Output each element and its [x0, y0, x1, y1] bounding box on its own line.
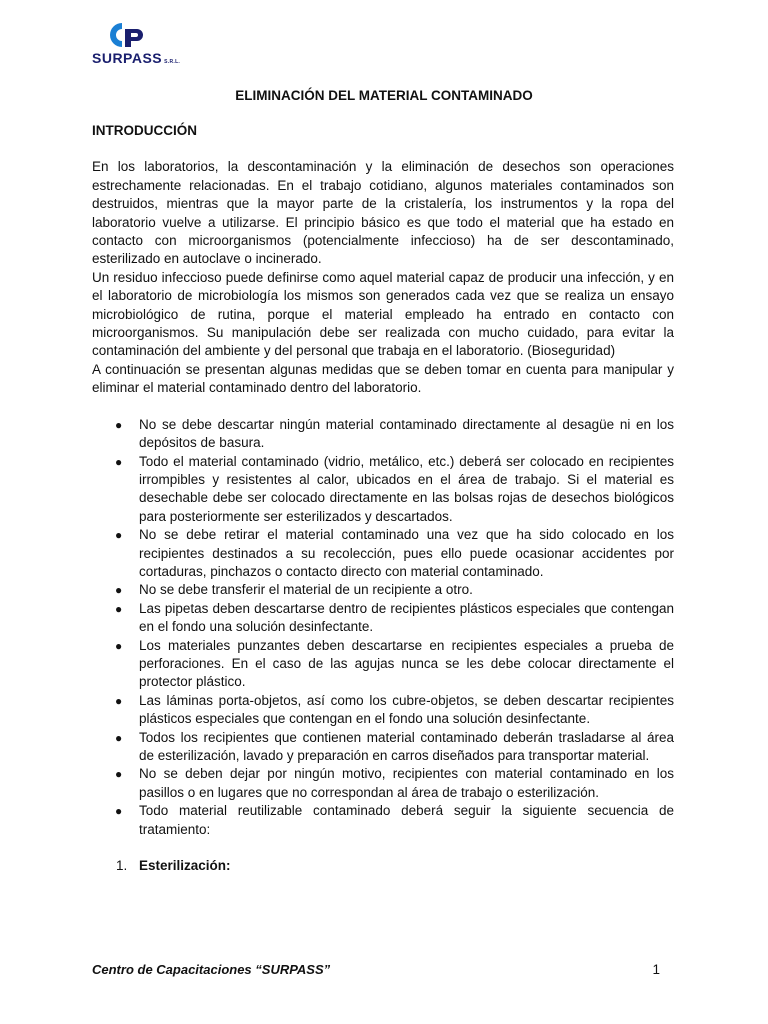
list-item	[92, 802, 674, 839]
document-body	[92, 122, 674, 875]
page-number: 1	[652, 962, 660, 977]
list-item-text: No se debe retirar el material contaminado una vez que ha sido colocado en los recipientes destinados a su recolección, pues ello puede ocasionar accidentes por cortaduras, pinchazos o contacto directo con material contaminado.	[139, 527, 674, 579]
bullet-icon: ●	[115, 417, 123, 432]
bullet-icon: ●	[115, 454, 123, 469]
list-item	[92, 600, 674, 637]
list-item	[92, 765, 674, 802]
item-number: 1.	[116, 858, 128, 874]
bullet-icon: ●	[115, 583, 123, 598]
bullet-icon: ●	[115, 601, 123, 616]
list-item-text: Las pipetas deben descartarse dentro de recipientes plásticos especiales que contengan en el fondo una solución desinfectante.	[139, 600, 674, 635]
paragraph-2: Un residuo infeccioso puede definirse como aquel material capaz de producir una infección, y en el laboratorio de microbiología los mismos son generados cada vez que se realiza un ensayo microbiológico de rutina, porque el material empleado ha entrado en contacto con microorganismos. Su manipulación debe ser realizada con mucho cuidado, para evitar la contaminación del ambiente y del personal que trabaja en el laboratorio. (Bioseguridad)	[92, 269, 674, 359]
list-item-text: Los materiales punzantes deben descartarse en recipientes especiales a prueba de perforaciones. En el caso de las agujas nunca se les debe colocar directamente el protector plástico.	[139, 637, 674, 690]
list-item	[92, 416, 674, 453]
list-item-text: No se debe descartar ningún material contaminado directamente al desagüe ni en los depósitos de basura.	[139, 416, 674, 451]
logo-wordmark	[92, 50, 180, 66]
bullet-icon: ●	[115, 804, 123, 819]
list-item-text: No se debe transferir el material de un recipiente a otro.	[139, 582, 473, 598]
surpass-logo-icon	[92, 20, 152, 50]
logo-text: SURPASS	[92, 50, 163, 66]
numbered-item	[92, 857, 674, 875]
bullet-icon: ●	[115, 730, 123, 745]
footer-text: Centro de Capacitaciones “SURPASS”	[92, 962, 331, 977]
paragraph-3: A continuación se presentan algunas medidas que se deben tomar en cuenta para manipular y eliminar el material contaminado dentro del laboratorio.	[92, 361, 674, 396]
measures-list	[92, 416, 674, 839]
list-item	[92, 581, 674, 599]
list-item	[92, 692, 674, 729]
list-item	[92, 729, 674, 766]
bullet-icon: ●	[115, 638, 123, 653]
bullet-icon: ●	[115, 693, 123, 708]
list-item-text: Las láminas porta-objetos, así como los cubre-objetos, se deben descartar recipientes plásticos especiales que contengan en el fondo una solución desinfectante.	[139, 692, 674, 727]
bullet-icon: ●	[115, 528, 123, 543]
section-heading: INTRODUCCIÓN	[92, 123, 197, 138]
list-item-text: Todo el material contaminado (vidrio, metálico, etc.) deberá ser colocado en recipientes irrompibles y resistentes al calor, ubicados en el área de trabajo. Si el material es desechable debe ser colocado directamente en las bolsas rojas de desechos biológicos para posteriormente ser esterilizados y descartados.	[139, 453, 674, 524]
item-label: Esterilización:	[139, 858, 231, 874]
page-footer	[92, 962, 660, 977]
document-title: ELIMINACIÓN DEL MATERIAL CONTAMINADO	[235, 88, 533, 103]
company-logo	[92, 20, 192, 68]
bullet-icon: ●	[115, 767, 123, 782]
logo-suffix: S.R.L.	[164, 59, 181, 65]
list-item	[92, 526, 674, 581]
list-item-text: Todo material reutilizable contaminado deberá seguir la siguiente secuencia de tratamiento:	[139, 803, 674, 837]
list-item	[92, 453, 674, 527]
list-item-text: No se deben dejar por ningún motivo, recipientes con material contaminado en los pasillos o en lugares que no correspondan al área de trabajo o esterilización.	[139, 766, 674, 800]
list-item-text: Todos los recipientes que contienen material contaminado deberán trasladarse al área de esterilización, lavado y preparación en carros diseñados para transportar material.	[139, 729, 674, 763]
paragraph-1: En los laboratorios, la descontaminación y la eliminación de desechos son operaciones estrechamente relacionadas. En el trabajo cotidiano, algunos materiales contaminados son destruidos, mientras que la mayor parte de la cristalería, los instrumentos y la ropa del laboratorio vuelve a utilizarse. El principio básico es que todo el material que ha estado en contacto con microorganismos (potencialmente infeccioso) ha de ser descontaminado, esterilizado en autoclave o incinerado.	[92, 159, 674, 267]
list-item	[92, 637, 674, 692]
